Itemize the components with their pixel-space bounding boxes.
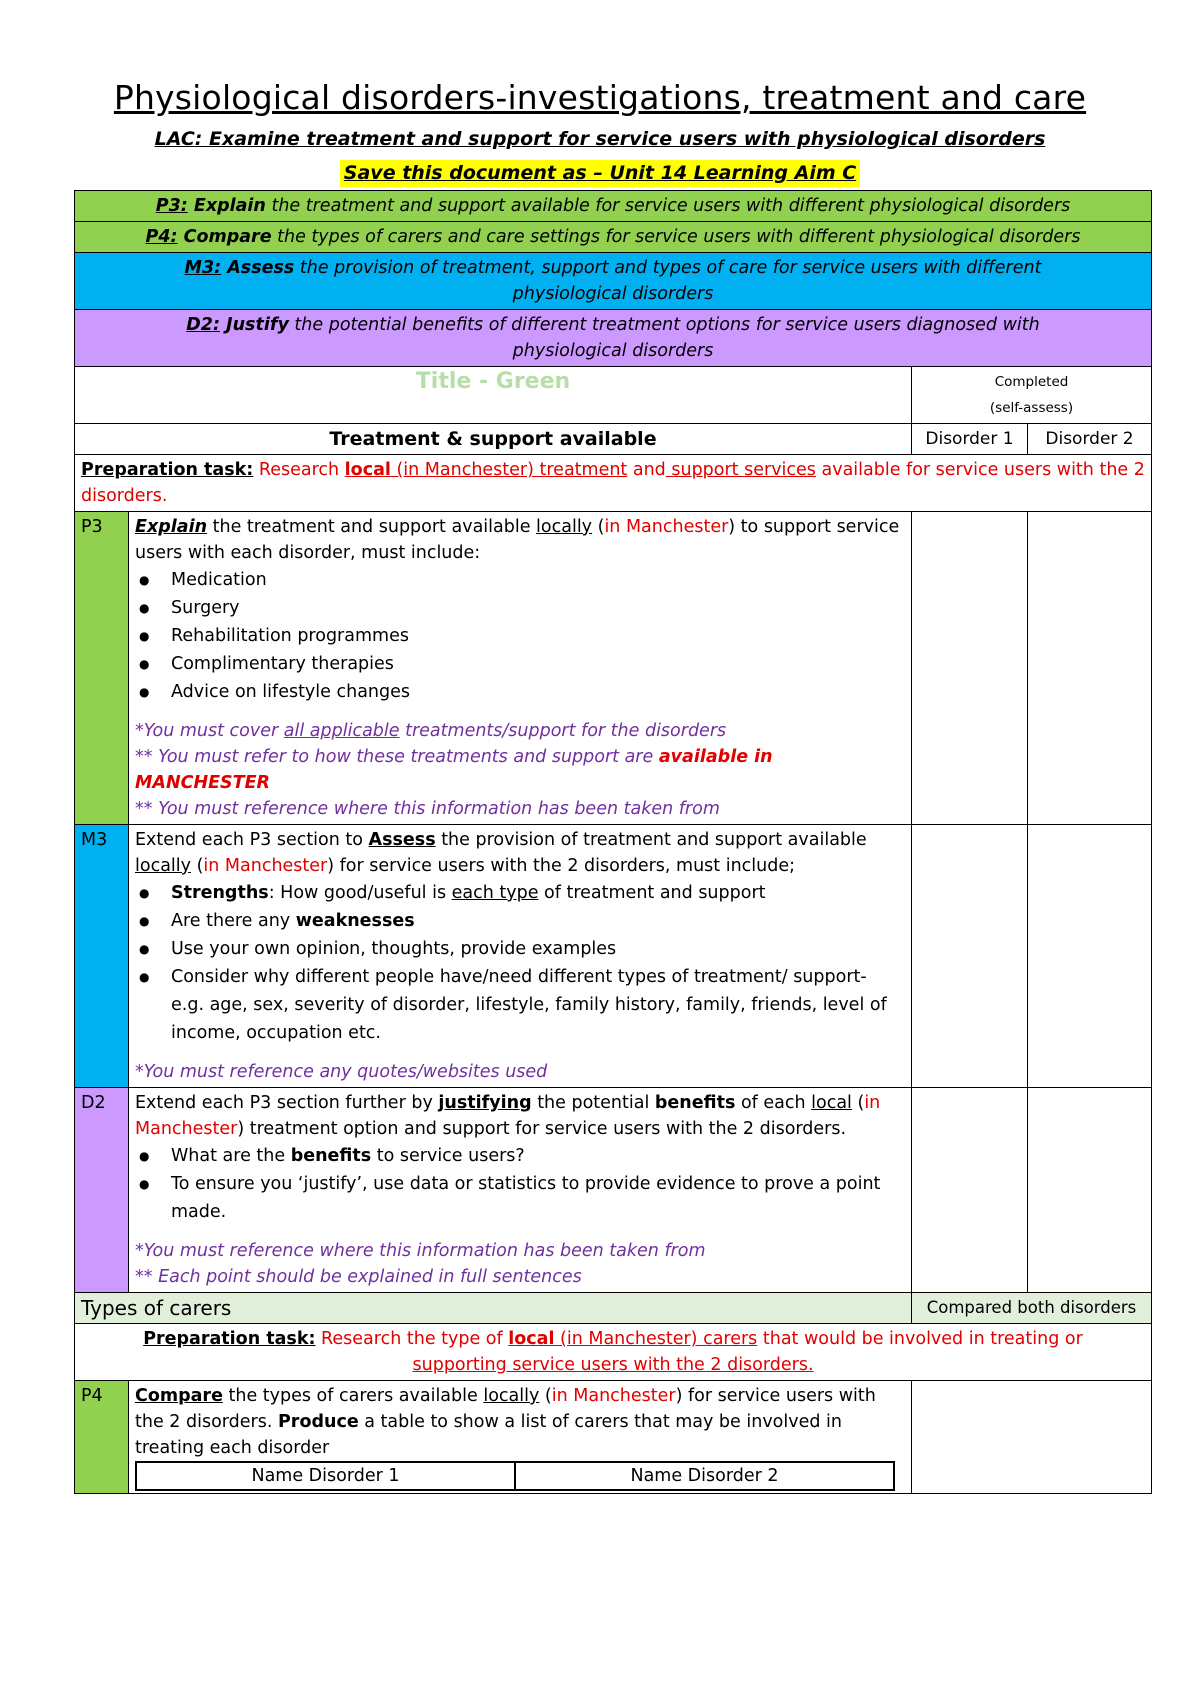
list-item: ● Surgery [171,594,905,622]
criterion-d2 [75,310,1152,367]
criterion-text: the treatment and support available for service users with different physiological disorders [265,196,1071,216]
task-text: the potential [531,1093,655,1113]
lac-text: : Examine treatment and support for service users with physiological disorders [194,128,1046,150]
criterion-row-d2 [75,310,1152,367]
task-text: locally [536,517,593,537]
section-title: Title - Green [75,367,912,424]
d2-requirements-list [135,1142,905,1226]
list-item: ● Medication [171,566,905,594]
treatment-heading: Treatment & support available [75,424,912,455]
criterion-verb: Explain [187,196,266,216]
prep-text: supporting service users with the 2 disorders. [412,1355,814,1375]
task-verb: Assess [368,830,436,850]
prep-text: support services [665,460,816,480]
document-title: Physiological disorders-investigations, treatment and care [113,78,1087,117]
prep-text: available for service users with the 2 disorders. [81,460,1145,506]
task-row-p3 [75,512,1152,825]
save-instruction-line [0,160,1200,187]
list-item: ● Consider why different people have/need different types of treatment/ support- e.g. age, sex, severity of disorder, lifestyle, family history, family, friends, level of income, occupation etc. [171,963,905,1047]
prep-text: local [344,460,391,480]
task-content-d2 [129,1088,912,1293]
task-code-m3: M3 [75,825,129,1088]
item-text: weaknesses [295,911,415,931]
carers-table [135,1461,895,1491]
disorder-2-name-cell[interactable]: Name Disorder 2 [515,1462,894,1490]
compared-checkbox-p4[interactable] [912,1381,1152,1494]
criterion-code: P4: [145,227,178,247]
list-item [171,879,905,907]
prep-text: that would be involved in treating or [757,1329,1083,1349]
p3-requirements-list [135,566,905,706]
task-text: the provision of treatment and support available [435,830,867,850]
task-text: a table to show a list of carers that may be involved in treating each disorder [135,1412,842,1458]
task-verb: Explain [135,517,208,537]
carers-heading-row [75,1293,1152,1324]
task-text: ( [592,517,605,537]
prep-text: Research [253,460,345,480]
item-text: Strengths [171,883,269,903]
note-text: all applicable [283,721,400,741]
item-text: each type [451,883,539,903]
prep-label: Preparation task: [143,1329,316,1349]
task-text: Extend each P3 section further by [135,1093,439,1113]
criterion-row-m3 [75,253,1152,310]
p3-note-2 [135,744,905,796]
m3-note: *You must reference any quotes/websites used [135,1062,548,1082]
task-text: locally [483,1386,540,1406]
disorder-1-name-cell[interactable]: Name Disorder 1 [136,1462,515,1490]
save-instruction: Save this document as – Unit 14 Learning Aim C [340,160,860,187]
list-item: ● Advice on lifestyle changes [171,678,905,706]
task-text: the treatment and support available [207,517,537,537]
task-text: in Manchester [135,1093,881,1139]
list-item: ● Rehabilitation programmes [171,622,905,650]
list-item: ● Use your own opinion, thoughts, provide examples [171,935,905,963]
criterion-text: the types of carers and care settings for service users with different physiological disorders [271,227,1081,247]
list-item [171,1142,905,1170]
prep-label: Preparation task: [81,460,254,480]
task-text: in Manchester [604,517,729,537]
criterion-text: the potential benefits of different treatment options for service users diagnosed with physiological disorders [288,315,1040,361]
task-text: the types of carers available [222,1386,484,1406]
criterion-p4 [75,222,1152,253]
disorder-2-checkbox-p3[interactable] [1028,512,1152,825]
prep-text: local [508,1329,555,1349]
task-text: ) to support service users with each disorder, must include: [135,517,900,563]
disorder-1-checkbox-p3[interactable] [912,512,1028,825]
task-text: locally [135,856,191,876]
item-text: : How good/useful is [268,883,452,903]
completed-header [912,367,1152,424]
disorder-1-checkbox-m3[interactable] [912,825,1028,1088]
criterion-text: the provision of treatment, support and types of care for service users with different physiological disorders [294,258,1042,304]
disorder-1-checkbox-d2[interactable] [912,1088,1028,1293]
compared-header: Compared both disorders [912,1293,1152,1324]
criterion-code: D2: [186,315,220,335]
criterion-verb: Compare [177,227,272,247]
criterion-row-p3 [75,191,1152,222]
criterion-m3 [75,253,1152,310]
task-verb: Compare [135,1386,223,1406]
prep-text: Research the type of [315,1329,509,1349]
lac-line [0,128,1200,150]
task-code-d2: D2 [75,1088,129,1293]
d2-note-1: *You must reference where this information has been taken from [135,1241,706,1261]
task-verb: justifying [438,1093,532,1113]
task-text: ( [191,856,204,876]
list-item: ● To ensure you ‘justify’, use data or statistics to provide evidence to prove a point made. [171,1170,905,1226]
criterion-verb: Assess [221,258,295,278]
task-content-m3 [129,825,912,1088]
disorder-2-checkbox-m3[interactable] [1028,825,1152,1088]
section-title-row [75,367,1152,424]
list-item [171,907,905,935]
criterion-verb: Justify [219,315,289,335]
task-text: local [811,1093,852,1113]
task-code-p3: P3 [75,512,129,825]
task-text: in Manchester [203,856,328,876]
disorder-2-checkbox-d2[interactable] [1028,1088,1152,1293]
prep-task-2 [75,1324,1152,1381]
p3-note-3: ** You must reference where this information has been taken from [135,799,720,819]
note-text: available in MANCHESTER [135,747,773,793]
list-item: ● Complimentary therapies [171,650,905,678]
item-text: What are the [171,1146,291,1166]
prep-task-row-2 [75,1324,1152,1381]
prep-text: (in Manchester) treatment [390,460,628,480]
d2-note-2: ** Each point should be explained in full sentences [135,1267,582,1287]
item-text: benefits [290,1146,372,1166]
note-text: *You must cover [135,721,284,741]
prep-text: (in Manchester) carers [554,1329,758,1349]
task-text: benefits [654,1093,736,1113]
task-code-p4: P4 [75,1381,129,1494]
item-text: to service users? [371,1146,525,1166]
prep-task-1 [75,455,1152,512]
item-text: Are there any [171,911,296,931]
disorder-1-header: Disorder 1 [912,424,1028,455]
task-row-p4 [75,1381,1152,1494]
task-text: Extend each P3 section to [135,830,369,850]
task-text: ) treatment option and support for service users with the 2 disorders. [237,1119,847,1139]
treatment-heading-row [75,424,1152,455]
disorder-2-header: Disorder 2 [1028,424,1152,455]
task-text: of each [735,1093,812,1113]
task-text: ( [851,1093,865,1113]
completed-label: Completed [994,374,1069,390]
p3-note-1 [135,718,905,744]
task-content-p3 [129,512,912,825]
task-text: ) for service users with the 2 disorders. [135,1386,876,1432]
criterion-code: M3: [184,258,222,278]
assignment-table [74,190,1152,1494]
note-text: ** You must refer to how these treatments and support are [135,747,659,767]
task-text: ( [539,1386,552,1406]
task-row-d2 [75,1088,1152,1293]
task-content-p4 [129,1381,912,1494]
task-text: in Manchester [551,1386,676,1406]
criterion-p3 [75,191,1152,222]
criterion-code: P3: [155,196,188,216]
carers-heading: Types of carers [75,1293,912,1324]
lac-label: LAC [154,128,195,150]
task-text: Produce [277,1412,359,1432]
item-text: of treatment and support [538,883,766,903]
task-text: ) for service users with the 2 disorders, must include; [327,856,796,876]
carers-table-header [136,1462,894,1490]
criterion-row-p4 [75,222,1152,253]
prep-task-row-1 [75,455,1152,512]
task-row-m3 [75,825,1152,1088]
note-text: treatments/support for the disorders [399,721,727,741]
self-assess-label: (self-assess) [989,400,1074,416]
m3-requirements-list [135,879,905,1047]
prep-text: and [627,460,666,480]
